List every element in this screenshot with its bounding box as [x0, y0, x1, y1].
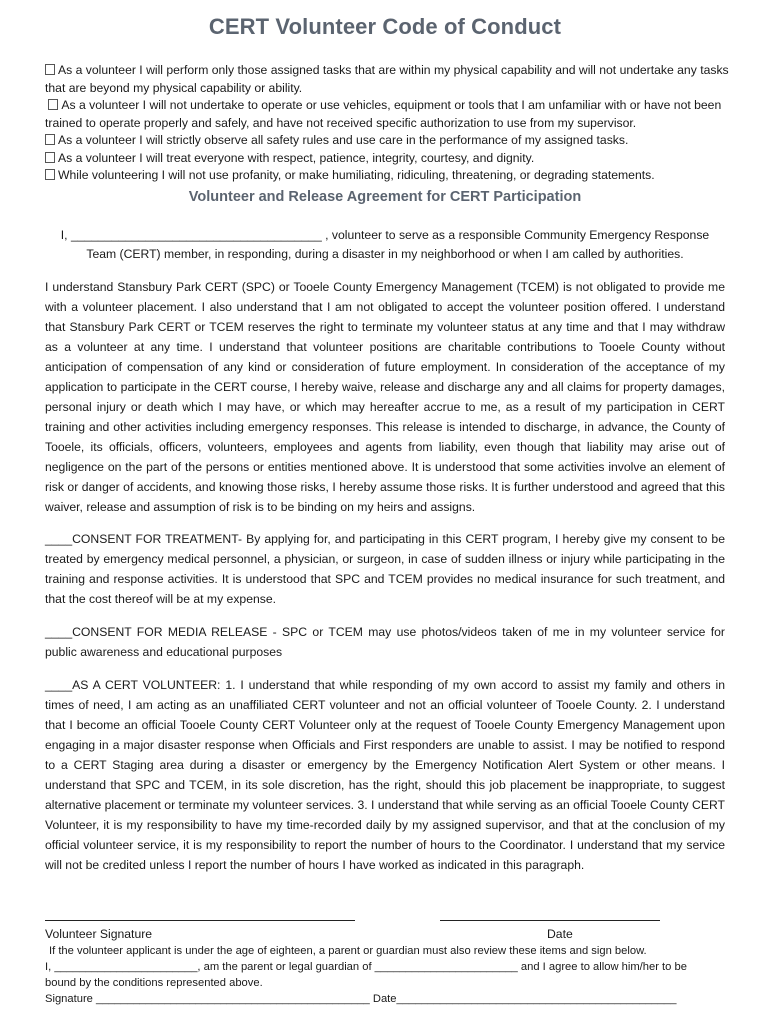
code-item: As a volunteer I will treat everyone with respect, patience, integrity, courtesy, and dignity.: [45, 150, 735, 168]
code-of-conduct-list: [45, 62, 735, 185]
guardian-line-continued: bound by the conditions represented above.: [45, 977, 263, 989]
code-item: As a volunteer I will not undertake to operate or use vehicles, equipment or tools that I am unfamiliar with or have not been trained to operate properly and safely, and have not received specific authorization to use from my supervisor.: [45, 98, 722, 130]
volunteer-signature-label: Volunteer Signature: [45, 927, 153, 941]
guardian-line: I, _______________________, am the parent or legal guardian of _______________________ and I agree to allow him/her to be: [45, 961, 687, 973]
page-title: CERT Volunteer Code of Conduct: [208, 14, 562, 39]
volunteer-date-line[interactable]: [440, 920, 660, 921]
code-item: As a volunteer I will strictly observe all safety rules and use care in the performance of my assigned tasks.: [45, 132, 735, 150]
release-paragraph: I understand Stansbury Park CERT (SPC) or Tooele County Emergency Management (TCEM) is not obligated to provide me with a volunteer placement. I also understand that I am not obligated to accept the volunteer position offered. I understand that Stansbury Park CERT or TCEM reserves the right to terminate my volunteer status at any time and that I may withdraw as a volunteer at any time. I understand that volunteer positions are charitable contributions to Tooele County without anticipation of compensation of any kind or consideration of future employment. In consideration of the acceptance of my application to participate in the CERT course, I hereby waive, release and discharge any and all claims for property damages, personal injury or death which I may have, or which may hereafter accrue to me, as a result of my participation in CERT training and other activities including emergency responses. This release is intended to discharge, in advance, the County of Tooele, its officials, officers, volunteers, employees and agents from liability, even though that liability may arise out of negligence on the part of the persons or entities mentioned above. It is understood that some activities involve an element of risk or danger of accidents, and knowing those risks, I hereby assume those risks. It is further understood and agreed that this waiver, release and assumption of risk is to be binding on my heirs and assigns.: [45, 280, 725, 514]
code-item: While volunteering I will not use profanity, or make humiliating, ridiculing, threatening, or degrading statements.: [45, 167, 735, 185]
volunteer-terms-paragraph: ____AS A CERT VOLUNTEER: 1. I understand that while responding of my own accord to assist my family and others in times of need, I am acting as an unaffiliated CERT volunteer and not an official volunteer of Tooele County. 2. I understand that I become an official Tooele County CERT Volunteer only at the request of Tooele County Emergency Management upon engaging in a major disaster response when Officials and First responders are unable to assist. I may be notified to respond to a CERT Staging area during a disaster or emergency by the Emergency Notification Alert System or other means. I understand that SPC and TCEM, in its sole discretion, has the right, should this job placement be inappropriate, to suggest alternative placement or terminate my volunteer services. 3. I understand that while serving as an official Tooele County CERT Volunteer, it is my responsibility to have my time-recorded daily by my assigned supervisor, and that at the conclusion of my official volunteer service, it is my responsibility to report the number of hours to the Coordinator. I understand that my service will not be credited unless I report the number of hours I have worked as indicated in this paragraph.: [45, 678, 725, 872]
intro-line: Team (CERT) member, in responding, during a disaster in my neighborhood or when I am called by authorities.: [86, 247, 684, 261]
agreement-intro: [45, 226, 725, 264]
agreement-subtitle: Volunteer and Release Agreement for CERT Participation: [188, 189, 582, 205]
minor-note: If the volunteer applicant is under the age of eighteen, a parent or guardian must also review these items and sign below.: [49, 945, 647, 957]
consent-treatment-paragraph: ____CONSENT FOR TREATMENT- By applying for, and participating in this CERT program, I hereby give my consent to be treated by emergency medical personnel, a physician, or surgeon, in case of sudden illness or injury while participating in the training and response activities. It is understood that SPC and TCEM provides no medical insurance for such treatment, and that the cost thereof will be at my expense.: [45, 532, 725, 606]
checkbox-icon[interactable]: [45, 134, 55, 145]
checkbox-icon[interactable]: [48, 99, 58, 110]
date-label: Date: [547, 927, 573, 941]
checkbox-icon[interactable]: [45, 169, 55, 180]
checkbox-icon[interactable]: [45, 64, 55, 75]
intro-line: I, _____________________________________ , volunteer to serve as a responsible Community Emergency Response: [60, 228, 710, 242]
volunteer-signature-line[interactable]: [45, 920, 355, 921]
code-item: As a volunteer I will perform only those assigned tasks that are within my physical capability and will not undertake any tasks that are beyond my physical capability or ability.: [45, 63, 729, 95]
guardian-signature-line[interactable]: Signature ____________________________________________ Date_____________________________________________: [45, 993, 677, 1005]
consent-media-paragraph: ____CONSENT FOR MEDIA RELEASE - SPC or TCEM may use photos/videos taken of me in my volunteer service for public awareness and educational purposes: [45, 625, 725, 659]
checkbox-icon[interactable]: [45, 152, 55, 163]
